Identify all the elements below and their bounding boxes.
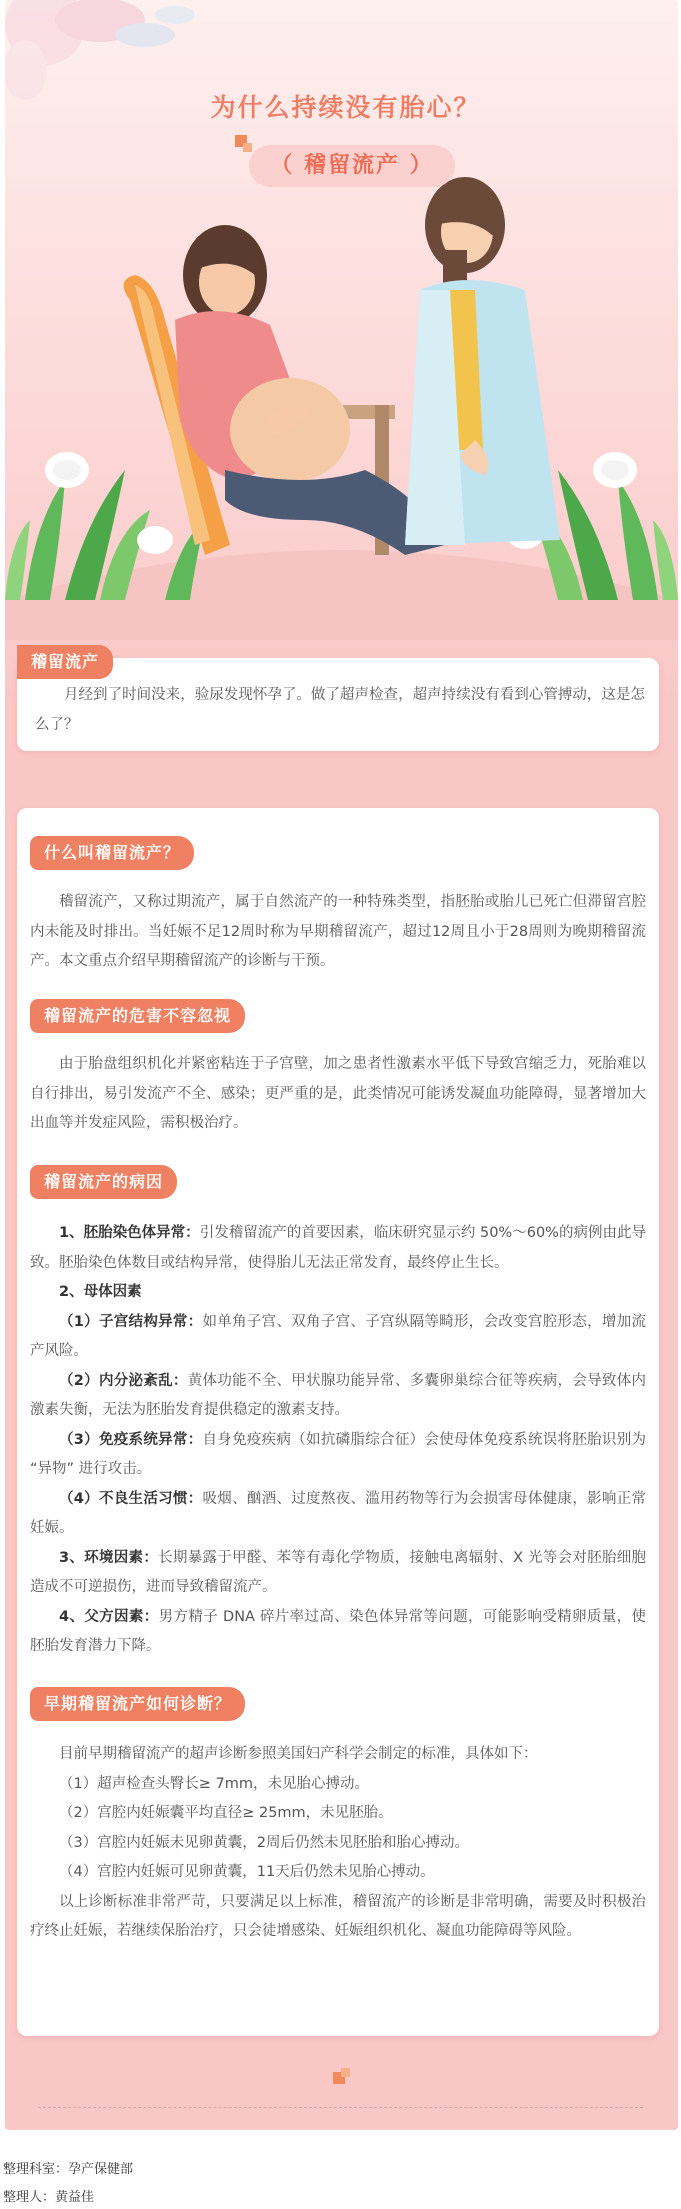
intro-tag: 稽留流产 (17, 645, 113, 679)
list-item: 4、父方因素：男方精子 DNA 碎片率过高、染色体异常等问题，可能影响受精卵质量，使胚胎发育潜力下降。 (30, 1608, 646, 1654)
section-tag-causes: 稽留流产的病因 (30, 1165, 177, 1199)
hero-banner (5, 0, 678, 640)
intro-text: 月经到了时间没来，验尿发现怀孕了。做了超声检查，超声持续没有看到心管搏动，这是怎么了？ (35, 687, 645, 733)
credit-department: 整理科室：孕产保健部 (3, 2162, 134, 2177)
section-tag-diagnosis: 早期稽留流产如何诊断？ (30, 1687, 245, 1721)
list-item: （1）子宫结构异常：如单角子宫、双角子宫、子宫纵隔等畸形，会改变宫腔形态，增加流产风险。 (30, 1313, 646, 1359)
doctor-figure-icon (405, 177, 560, 545)
divider (38, 2107, 643, 2108)
section-definition-text-block (30, 888, 646, 977)
diagnosis-lead: 目前早期稽留流产的超声诊断参照美国妇产科学会制定的标准，具体如下： (59, 1746, 538, 1762)
section-harm-text: 由于胎盘组织机化并紧密粘连于子宫壁，加之患者性激素水平低下导致宫缩乏力，死胎难以自行排出，易引发流产不全、感染；更严重的是，此类情况可能诱发凝血功能障碍，显著增加大出血等并发症风险，需积极治疗。 (30, 1056, 646, 1131)
credit-author: 整理人：黄益佳 (3, 2190, 95, 2205)
section-causes-list (30, 1219, 646, 1662)
diagnosis-criterion: （4）宫腔内妊娠可见卵黄囊，11天后仍然未见胎心搏动。 (59, 1864, 435, 1880)
diagnosis-closing: 以上诊断标准非常严苛，只要满足以上标准，稽留流产的诊断是非常明确，需要及时积极治疗终止妊娠，若继续保胎治疗，只会徒增感染、妊娠组织机化、凝血功能障碍等风险。 (30, 1893, 646, 1939)
list-item: （3）免疫系统异常：自身免疫疾病（如抗磷脂综合征）会使母体免疫系统误将胚胎识别为 “异物” 进行攻击。 (30, 1431, 646, 1477)
list-item: 1、胚胎染色体异常：引发稽留流产的首要因素，临床研究显示约 50%～60%的病例由此导致。胚胎染色体数目或结构异常，使得胎儿无法正常发育，最终停止生长。 (30, 1225, 646, 1271)
section-harm-text-block (30, 1050, 646, 1139)
diagnosis-criterion: （1）超声检查头臀长≥ 7mm，未见胎心搏动。 (59, 1775, 369, 1792)
section-definition-text: 稽留流产，又称过期流产，属于自然流产的一种特殊类型，指胚胎或胎儿已死亡但滞留宫腔内未能及时排出。当妊娠不足12周时称为早期稽留流产，超过12周且小于28周则为晚期稽留流产。本文重点介绍早期稽留流产的诊断与干预。 (30, 894, 646, 969)
list-item: （2）内分泌紊乱：黄体功能不全、甲状腺功能异常、多囊卵巢综合征等疾病，会导致体内激素失衡，无法为胚胎发育提供稳定的激素支持。 (30, 1372, 647, 1418)
decor-square-icon (341, 2068, 350, 2077)
section-tag-harm: 稽留流产的危害不容忽视 (30, 999, 245, 1033)
diagnosis-criterion: （3）宫腔内妊娠未见卵黄囊，2周后仍然未见胚胎和胎心搏动。 (59, 1834, 469, 1851)
intro-text-block (35, 681, 645, 740)
list-item: 2、母体因素 (59, 1284, 142, 1300)
diagnosis-criterion: （2）宫腔内妊娠囊平均直径≥ 25mm，未见胚胎。 (59, 1805, 393, 1821)
page-title: 为什么持续没有胎心？ (210, 93, 481, 122)
list-item: （4）不良生活习惯：吸烟、酗酒、过度熬夜、滥用药物等行为会损害母体健康，影响正常妊娠。 (30, 1490, 646, 1536)
corner-flower-icon (5, 0, 195, 100)
page-subtitle: （ 稽留流产 ） (270, 153, 434, 178)
section-tag-definition: 什么叫稽留流产？ (30, 836, 194, 870)
list-item: 3、环境因素：长期暴露于甲醛、苯等有毒化学物质，接触电离辐射、X 光等会对胚胎细胞造成不可逆损伤，进而导致稽留流产。 (30, 1549, 647, 1595)
section-diagnosis-block (30, 1740, 646, 1947)
subtitle-pill (249, 145, 455, 187)
